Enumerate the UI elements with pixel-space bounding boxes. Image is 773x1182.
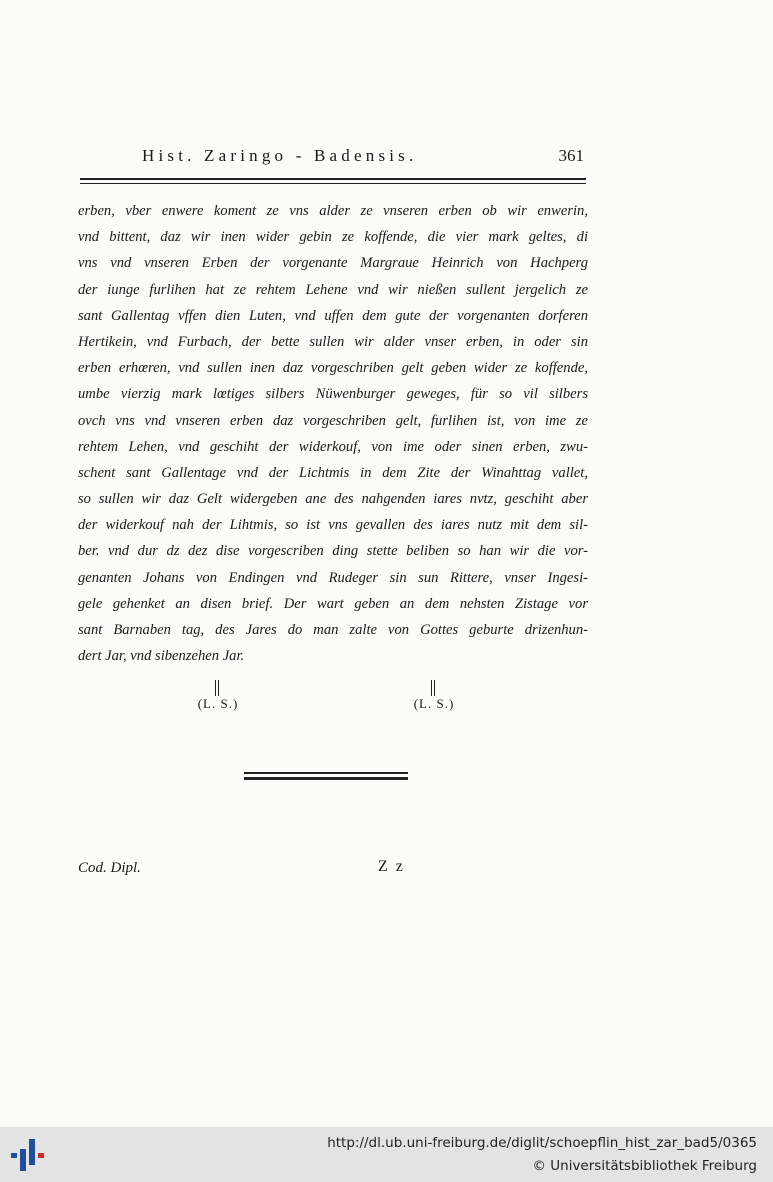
text-line-last: dert Jar, vnd sibenzehen Jar. bbox=[78, 648, 245, 665]
text-line: umbe vierzig mark lœtiges silbers Nüwenburger geweges, für so vil silbers bbox=[78, 386, 588, 403]
text-line: vnd bittent, daz wir inen wider gebin ze koffende, die vier mark geltes, di bbox=[78, 229, 588, 246]
viewer-footer bbox=[0, 1127, 773, 1182]
signature-mark: Z z bbox=[378, 858, 405, 875]
text-line: ovch vns vnd vnseren erben daz vorgeschriben gelt, furlihen ist, von ime ze bbox=[78, 412, 588, 429]
text-line: erben, vber enwere koment ze vns alder ze vnseren erben ob wir enwerin, bbox=[78, 203, 588, 219]
seal-mark-left bbox=[188, 680, 248, 712]
running-head bbox=[80, 146, 586, 170]
text-line: genanten Johans von Endingen vnd Rudeger sin sun Rittere, vnser Ingesi- bbox=[78, 569, 588, 586]
seal-mark-right bbox=[404, 680, 464, 712]
document-url-link[interactable]: http://dl.ub.uni-freiburg.de/diglit/schoepflin_hist_zar_bad5/0365 bbox=[327, 1135, 757, 1151]
text-line: ber. vnd dur dz dez dise vorgescriben ding stette beliben so han wir die vor- bbox=[78, 543, 588, 560]
text-line: schent sant Gallentage vnd der Lichtmis in dem Zite der Winahttag vallet, bbox=[78, 464, 588, 481]
text-line: sant Barnaben tag, des Jares do man zalte von Gottes geburte drizenhun- bbox=[78, 622, 588, 638]
running-title: Hist. Zaringo - Badensis. bbox=[142, 146, 418, 165]
text-line: der iunge furlihen hat ze rehtem Lehene vnd wir nießen sullent jergelich ze bbox=[78, 281, 588, 298]
seal-bars-icon bbox=[188, 680, 248, 696]
seal-bars-icon bbox=[404, 680, 464, 696]
text-line: sant Gallentag vffen dien Luten, vnd uffen dem gute der vorgenanten dorferen bbox=[78, 307, 588, 324]
text-line: vns vnd vnseren Erben der vorgenante Margraue Heinrich von Hachperg bbox=[78, 255, 588, 272]
seal-label: (L. S.) bbox=[197, 696, 239, 711]
copyright-notice: © Universitätsbibliothek Freiburg bbox=[532, 1158, 757, 1174]
page-number: 361 bbox=[558, 146, 584, 165]
text-line: Hertikein, vnd Furbach, der bette sullen wir alder vnser erben, in oder sin bbox=[78, 333, 588, 350]
catchword: Cod. Dipl. bbox=[78, 860, 141, 876]
end-rule bbox=[244, 772, 408, 780]
text-line: rehtem Lehen, vnd geschiht der widerkouf, von ime oder sinen erben, zwu- bbox=[78, 438, 588, 455]
text-line: der widerkouf nah der Lihtmis, so ist vns gevallen des iares nutz mit dem sil- bbox=[78, 517, 588, 534]
end-rule-line-thick bbox=[244, 777, 408, 780]
text-line: erben erhœren, vnd sullen inen daz vorgeschriben gelt geben wider ze koffende, bbox=[78, 360, 588, 377]
seal-label: (L. S.) bbox=[413, 696, 455, 711]
header-rule bbox=[80, 178, 586, 180]
end-rule-line bbox=[244, 772, 408, 774]
text-line: gele gehenket an disen brief. Der wart geben an dem nehsten Zistage vor bbox=[78, 595, 588, 612]
ub-freiburg-logo-icon[interactable] bbox=[10, 1135, 50, 1175]
text-line: so sullen wir daz Gelt widergeben ane des nahgenden iares nvtz, geschiht aber bbox=[78, 491, 588, 508]
header-rule-thin bbox=[80, 183, 586, 184]
document-body bbox=[78, 198, 588, 669]
